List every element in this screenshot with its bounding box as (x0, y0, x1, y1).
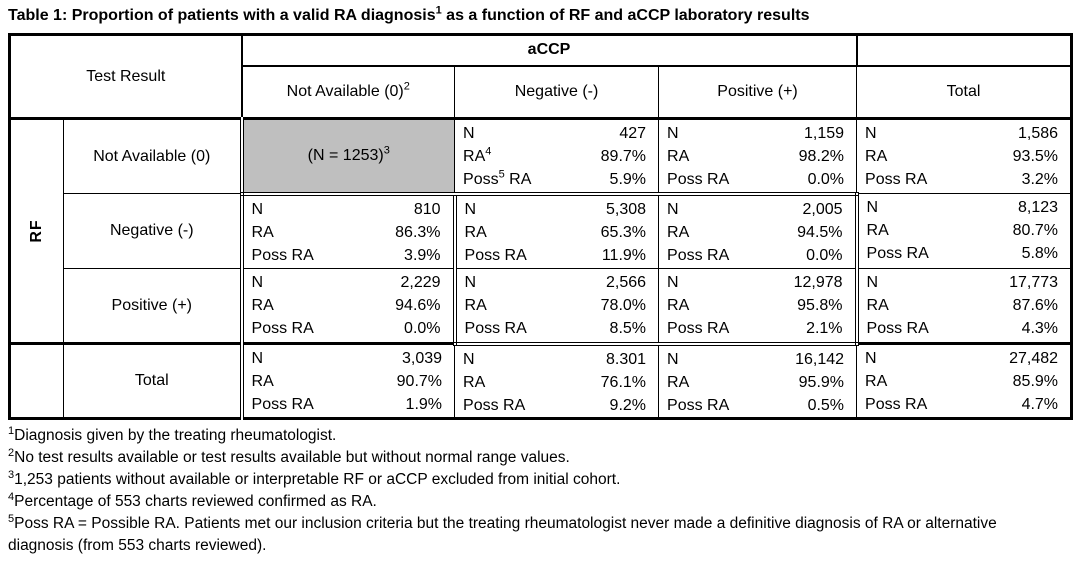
possra-line (659, 244, 855, 267)
ra-line (857, 370, 1070, 393)
ra-label: RA (251, 373, 274, 391)
n-line (857, 347, 1070, 370)
cell-rfpos-total (857, 269, 1072, 344)
n-value: 16,142 (795, 350, 845, 368)
cell-rfneg-accpna (242, 194, 455, 269)
possra-label: Poss RA (464, 246, 527, 264)
n-value: 3,039 (401, 350, 443, 368)
n-label: N (865, 125, 877, 143)
n-label: N (667, 274, 679, 292)
n-label: N (866, 199, 879, 217)
possra-value: 0.5% (807, 396, 845, 414)
ra-line (857, 145, 1070, 168)
ra-line (244, 221, 453, 244)
header-test-result: Test Result (10, 35, 242, 119)
footnote-3-marker: 3 (8, 468, 15, 481)
ra-line (244, 294, 453, 317)
possra-line (244, 244, 453, 267)
possra-line (455, 168, 658, 191)
possra-label: Poss RA (251, 246, 314, 264)
possra-value: 3.9% (404, 246, 441, 264)
n-label: N (464, 200, 477, 218)
n-value: 5,308 (605, 200, 647, 218)
possra-value: 0.0% (806, 246, 843, 264)
ra-line (659, 145, 856, 168)
possra-line (659, 394, 856, 417)
header-accp-not-available-text: Not Available (0) (286, 82, 404, 100)
header-empty-corner (857, 35, 1072, 66)
ra-line (244, 370, 455, 393)
n-label: N (251, 274, 264, 292)
footnote-3 (8, 469, 1066, 491)
cell-total-total (857, 344, 1072, 419)
n-value: 1,586 (1017, 125, 1059, 143)
ra-label: RA (667, 223, 690, 241)
ra-value: 85.9% (1012, 373, 1059, 391)
rf-axis-label: RF (28, 219, 45, 243)
empty-rf-cell (10, 344, 64, 419)
possra-label: Poss RA (667, 171, 730, 189)
n-line (457, 198, 659, 221)
ra-label: RA (667, 373, 690, 391)
n-line (455, 348, 658, 371)
excluded-n-text: (N = 1253) (307, 146, 384, 164)
n-value: 8,123 (1017, 199, 1059, 217)
footnote-2-text: No test results available or test results available but without normal range values. (14, 449, 570, 467)
possra-value: 2.1% (806, 320, 843, 338)
cell-rfna-total (857, 119, 1072, 194)
n-line (659, 122, 856, 145)
n-value: 17,773 (1009, 274, 1059, 292)
cell-total-accpna (242, 344, 455, 419)
footnote-4-marker: 4 (8, 490, 15, 503)
cell-rfneg-accpneg (455, 194, 659, 269)
n-line (244, 347, 455, 370)
n-line (659, 198, 855, 221)
ra-value: 78.0% (600, 297, 647, 315)
ra-line (859, 294, 1071, 317)
footnote-5-marker: 5 (8, 512, 15, 525)
ra-label: RA (866, 222, 889, 240)
n-line (455, 122, 658, 145)
possra-value: 5.9% (609, 171, 647, 189)
ra-value: 87.6% (1012, 297, 1059, 315)
possra-line (857, 393, 1070, 416)
possra-line (455, 394, 658, 417)
possra-value: 1.9% (405, 396, 443, 414)
ra-value: 90.7% (396, 373, 443, 391)
possra-value: 5.8% (1021, 245, 1059, 263)
ra-label: RA (865, 148, 888, 166)
possra-value: 9.2% (609, 396, 647, 414)
possra-line (457, 317, 659, 340)
ra-label: RA (667, 297, 690, 315)
footnote-1 (8, 425, 1066, 447)
possra-label: Poss RA (866, 245, 929, 263)
ra-label: RA (251, 223, 274, 241)
ra-line (659, 221, 855, 244)
ra-value: 98.2% (798, 148, 845, 166)
footnotes (8, 425, 1066, 557)
possra-label: Poss RA (865, 171, 928, 189)
row-header-total: Total (64, 344, 242, 419)
ra-line (659, 371, 856, 394)
n-value: 810 (413, 200, 441, 218)
n-value: 8.301 (605, 350, 647, 368)
ra-label: RA (667, 148, 690, 166)
n-label: N (463, 350, 475, 368)
ra-value: 95.9% (798, 373, 845, 391)
excluded-n-superscript: 3 (383, 144, 390, 157)
ra-line (455, 371, 658, 394)
title-text-2: as a function of RF and aCCP laboratory results (441, 7, 810, 24)
n-label: N (251, 350, 264, 368)
possra-label: Poss RA (251, 320, 314, 338)
cell-rfpos-accpneg (455, 269, 659, 344)
n-label: N (865, 350, 877, 368)
possra-label: Poss RA (464, 320, 527, 338)
n-value: 427 (619, 125, 647, 143)
header-accp-not-available (242, 66, 455, 119)
ra-value: 93.5% (1012, 148, 1059, 166)
table-title (8, 5, 1063, 27)
ra-value: 94.5% (797, 223, 843, 241)
header-accp-positive: Positive (+) (659, 66, 857, 119)
possra-line (659, 168, 856, 191)
footnote-4 (8, 491, 1066, 513)
n-line (659, 271, 855, 294)
n-line (244, 198, 453, 221)
n-label: N (251, 200, 264, 218)
n-label: N (667, 125, 679, 143)
possra-line (659, 317, 855, 340)
possra-label: Poss RA (667, 396, 730, 414)
n-line (244, 271, 453, 294)
header-accp-negative: Negative (-) (455, 66, 659, 119)
n-line (659, 348, 856, 371)
n-value: 2,566 (605, 274, 647, 292)
ra-value: 89.7% (600, 148, 647, 166)
cell-total-accppos (659, 344, 857, 419)
ra-diagnosis-table (8, 33, 1073, 420)
possra-value: 3.2% (1021, 171, 1059, 189)
ra-line (859, 219, 1071, 242)
ra-superscript: 4 (485, 145, 492, 158)
possra-line (859, 317, 1071, 340)
ra-value: 80.7% (1012, 222, 1059, 240)
cell-total-accpneg (455, 344, 659, 419)
row-header-rf-positive: Positive (+) (64, 269, 242, 344)
n-value: 12,978 (793, 274, 843, 292)
possra-label: Poss RA (463, 396, 526, 414)
ra-label: RA (251, 297, 274, 315)
cell-rfna-accpneg (455, 119, 659, 194)
possra-line (244, 317, 453, 340)
n-label: N (463, 125, 475, 143)
n-line (457, 271, 659, 294)
header-total-column: Total (857, 66, 1072, 119)
cell-excluded-gray (242, 119, 455, 194)
possra-label: Poss RA (667, 320, 730, 338)
n-label: N (667, 200, 679, 218)
ra-value: 94.6% (395, 297, 441, 315)
ra-line (457, 294, 659, 317)
title-text-1: Table 1: Proportion of patients with a valid RA diagnosis (8, 7, 436, 24)
footnote-3-text: 1,253 patients without available or interpretable RF or aCCP excluded from initial cohort. (14, 471, 621, 489)
ra-value: 76.1% (600, 373, 647, 391)
title-superscript: 1 (435, 4, 442, 17)
n-value: 2,005 (802, 200, 843, 218)
footnote-5 (8, 513, 1066, 557)
n-value: 2,229 (400, 274, 441, 292)
ra-value: 86.3% (395, 223, 441, 241)
header-accp-group: aCCP (242, 35, 857, 66)
footnote-2-marker: 2 (8, 446, 15, 459)
cell-rfna-accppos (659, 119, 857, 194)
n-label: N (464, 274, 477, 292)
ra-label: $RA^4$ (463, 145, 492, 166)
n-label: N (667, 350, 679, 368)
row-header-rf-negative: Negative (-) (64, 194, 242, 269)
footnote-5-text: Poss RA = Possible RA. Patients met our inclusion criteria but the treating rheumatologist never made a definitive diagnosis of RA or alternative diagnosis (from 553 charts reviewed). (8, 515, 997, 555)
ra-label: RA (866, 297, 889, 315)
ra-label: RA (464, 223, 487, 241)
possra-superscript: 5 (498, 168, 505, 181)
cell-rfneg-total (857, 194, 1072, 269)
ra-label: RA (464, 297, 487, 315)
possra-label: Poss RA (667, 246, 730, 264)
footnote-4-text: Percentage of 553 charts reviewed confirmed as RA. (14, 493, 377, 511)
possra-value: 0.0% (404, 320, 441, 338)
possra-label: Poss RA (866, 320, 929, 338)
cell-rfpos-accppos (659, 269, 857, 344)
footnote-1-marker: 1 (8, 424, 15, 437)
possra-value: 4.7% (1021, 396, 1059, 414)
possra-label: Poss RA (865, 396, 928, 414)
possra-line (857, 168, 1070, 191)
n-value: 1,159 (803, 125, 845, 143)
possra-line (859, 242, 1071, 265)
possra-value: 11.9% (601, 246, 647, 264)
ra-line (455, 145, 658, 168)
footnote-2 (8, 447, 1066, 469)
ra-line (659, 294, 855, 317)
possra-value: 4.3% (1021, 320, 1059, 338)
header-accp-not-available-superscript: 2 (403, 80, 410, 93)
possra-value: 0.0% (807, 171, 845, 189)
possra-line (457, 244, 659, 267)
ra-line (457, 221, 659, 244)
possra-label: Poss$^5$ RA (463, 168, 532, 189)
possra-value: 8.5% (609, 320, 647, 338)
n-line (859, 271, 1071, 294)
n-label: N (866, 274, 879, 292)
ra-value: 95.8% (797, 297, 843, 315)
ra-label: RA (865, 373, 888, 391)
possra-line (244, 393, 455, 416)
footnote-1-text: Diagnosis given by the treating rheumatologist. (14, 427, 337, 445)
n-value: 27,482 (1009, 350, 1059, 368)
cell-rfneg-accppos (659, 194, 857, 269)
n-line (859, 196, 1071, 219)
ra-value: 65.3% (600, 223, 647, 241)
ra-label: RA (463, 373, 486, 391)
possra-label: Poss RA (251, 396, 314, 414)
rf-axis-label-cell (10, 119, 64, 344)
cell-rfpos-accpna (242, 269, 455, 344)
n-line (857, 122, 1070, 145)
row-header-rf-not-available: Not Available (0) (64, 119, 242, 194)
